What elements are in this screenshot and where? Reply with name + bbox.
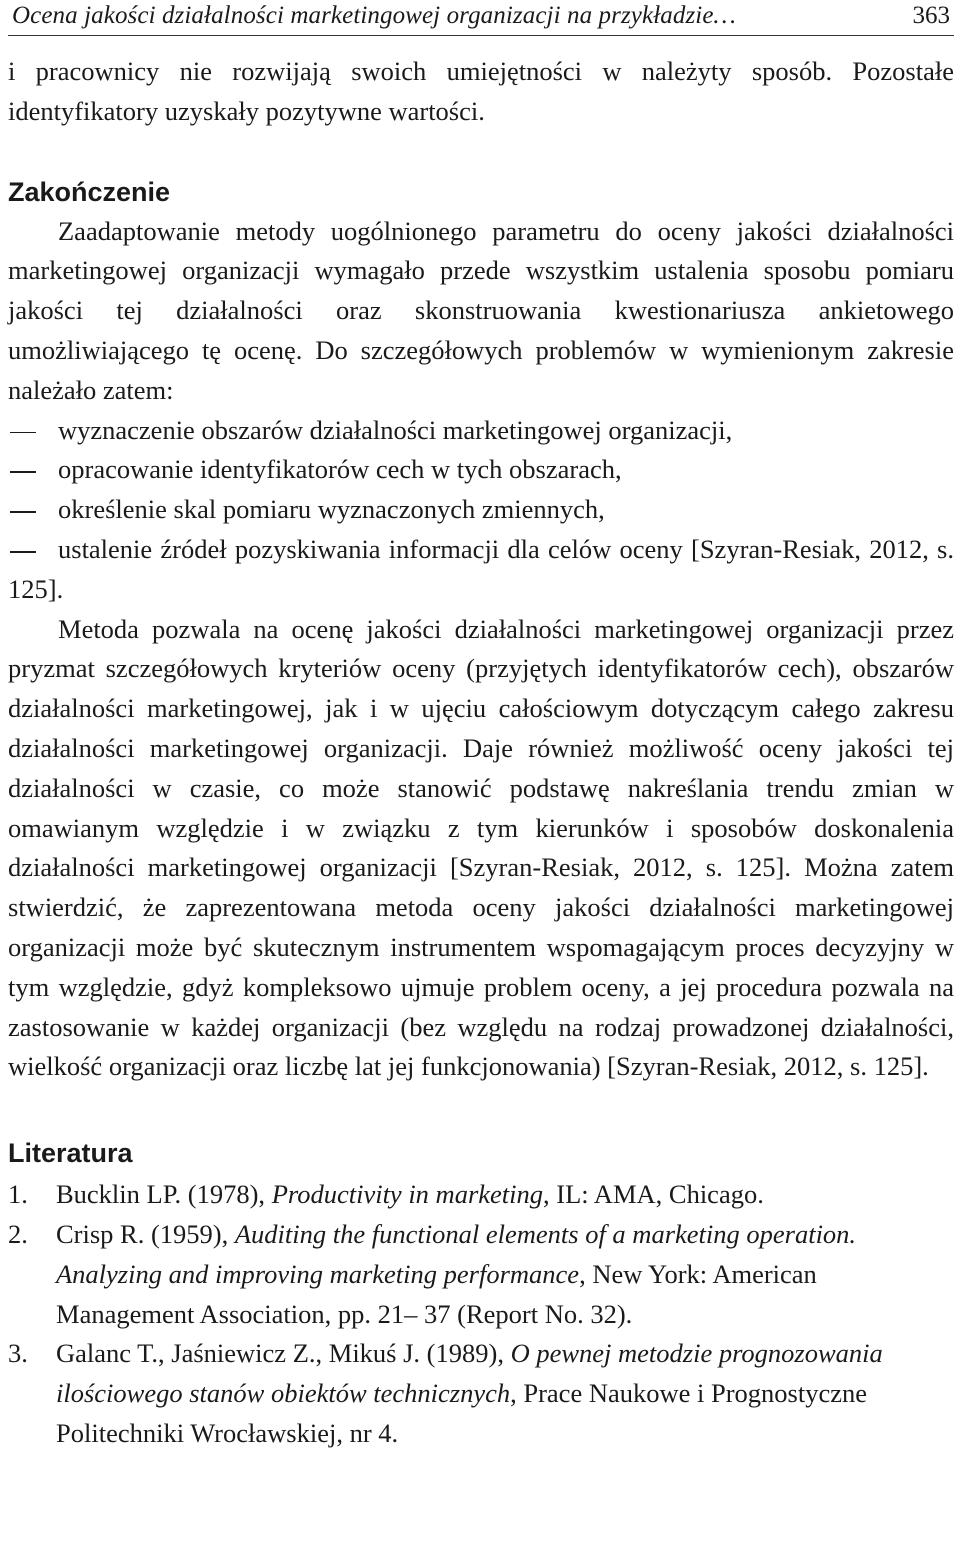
reference-item [8,1175,954,1215]
reference-details: , New York: American Management Association, pp. 21– 37 (Report No. 32). [56,1258,817,1329]
reference-number: 3. [8,1338,28,1369]
intro-paragraph: i pracownicy nie rozwijają swoich umiejętności w należyty sposób. Pozostałe identyfikatory uzyskały pozytywne wartości. [8,56,954,126]
page-number: 363 [912,2,950,29]
section-heading-literature: Literatura [8,1138,133,1169]
list-item-text: ustalenie źródeł pozyskiwania informacji dla celów oceny [Szyran-Resiak, 2012, s. 125]. [8,533,954,604]
reference-details: , IL: AMA, Chicago. [543,1179,764,1210]
list-item [8,530,954,610]
body-text [8,52,954,1454]
running-title: Ocena jakości działalności marketingowej organizacji na przykładzie… [12,2,736,29]
conclusion-paragraph-1: Zaadaptowanie metody uogólnionego parametru do oceny jakości działalności marketingowej organizacji wymagało przede wszystkim ustalenia sposobu pomiaru jakości tej działalności oraz skonstruowania kwestionariusza ankietowego umożliwiającego tę ocenę. Do szczegółowych problemów w wymienionym zakresie należało zatem: [8,215,954,405]
running-header [8,0,954,36]
list-item [8,450,954,490]
reference-item [8,1334,954,1453]
reference-number: 2. [8,1218,28,1249]
list-item [8,490,954,530]
reference-number: 1. [8,1179,28,1210]
reference-title: Productivity in marketing [271,1179,544,1210]
list-item-text: określenie skal pomiaru wyznaczonych zmiennych, [58,494,605,525]
reference-details: , Prace Naukowe i Prognostyczne Politechniki Wrocławskiej, nr 4. [56,1378,868,1448]
list-item-text: wyznaczenie obszarów działalności marketingowej organizacji, [58,414,733,445]
reference-item [8,1215,954,1334]
reference-title: O pewnej metodzie prognozowania ilościowego stanów obiektów technicznych [56,1338,883,1409]
section-heading-conclusion: Zakończenie [8,176,171,207]
reference-list [8,1175,954,1454]
conclusion-paragraph-2: Metoda pozwala na ocenę jakości działalności marketingowej organizacji przez pryzmat szczegółowych kryteriów oceny (przyjętych identyfikatorów cech), obszarów działalności marketingowej, jak i w ujęciu całościowym dotyczącym całego zakresu działalności marketingowej organizacji. Daje również możliwość oceny jakości tej działalności w czasie, co może stanowić podstawę nakreślania trendu zmian w omawianym względzie i w związku z tym kierunków i sposobów doskonalenia działalności marketingowej organizacji [Szyran-Resiak, 2012, s. 125]. Można zatem stwierdzić, że zaprezentowana metoda oceny jakości działalności marketingowej organizacji może być skutecznym instrumentem wspomagającym proces decyzyjny w tym względzie, gdyż kompleksowo ujmuje problem oceny, a jej procedura pozwala na zastosowanie w każdej organizacji (bez względu na rodzaj prowadzonej działalności, wielkość organizacji oraz liczbę lat jej funkcjonowania) [Szyran-Resiak, 2012, s. 125]. [8,613,954,1082]
reference-title: Auditing the functional elements of a marketing operation. Analyzing and improving marketing performance [56,1218,857,1289]
conclusion-list [8,411,954,610]
list-item-text: opracowanie identyfikatorów cech w tych obszarach, [58,454,622,485]
list-item [8,411,954,451]
reference-authors: Galanc T., Jaśniewicz Z., Mikuś J. (1989), [56,1338,511,1369]
reference-authors: Crisp R. (1959), [56,1218,235,1249]
reference-authors: Bucklin LP. (1978), [56,1179,272,1210]
